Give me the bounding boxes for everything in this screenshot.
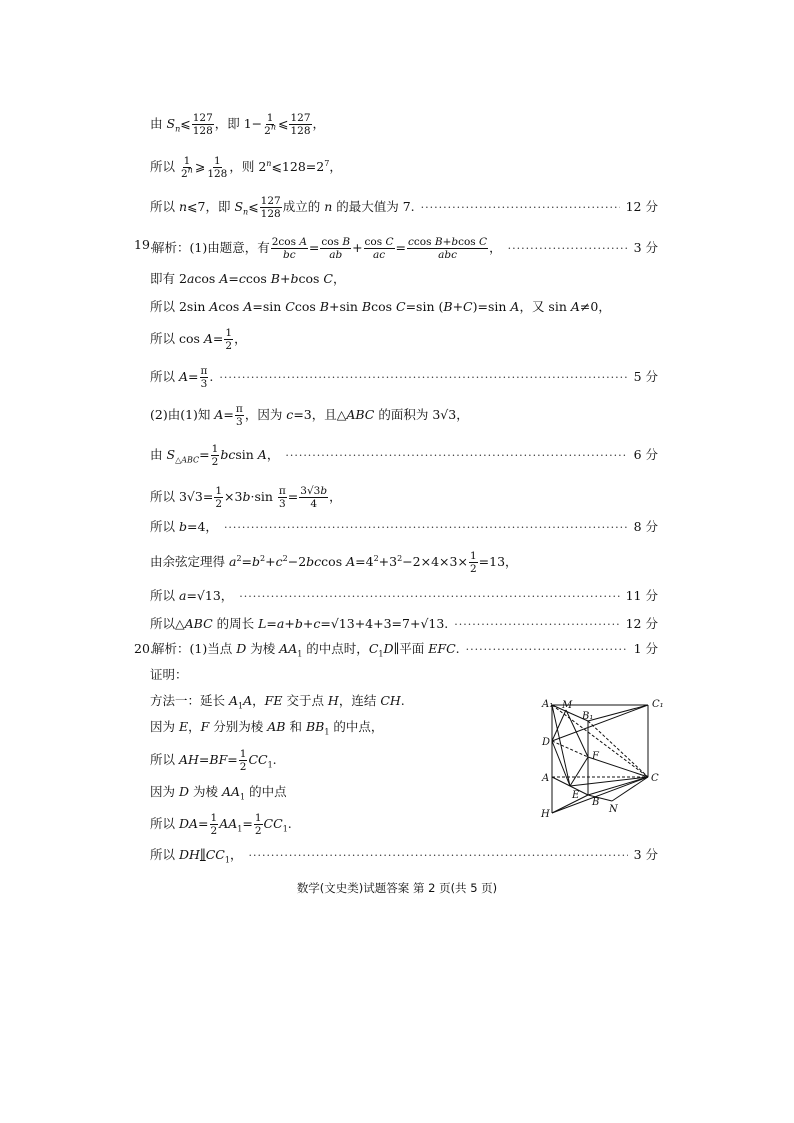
question-number-19: 19. [134,237,154,252]
score-label: 12 分 [625,199,658,214]
line-n-max: 所以 n⩽7，即 $S_n⩽$ $\frac{127}{128}$ 成立的 n 的最大值为 7. ····· 12 分 [150,195,658,220]
label-b: B [592,797,600,808]
label-c1: C₁ [652,699,664,710]
line-part-2: (2)由(1)知 A= $\frac{\pi}{3}$ ，因为 c=3，且△ABC 的面积为 3√3， [150,403,469,428]
leader-dots [421,199,620,217]
line-d-midpoint: 因为 D 为棱 $AA_1$ 的中点 [150,784,287,802]
question-number-20: 20. [134,641,154,656]
line-projection: 即有 2acos A=ccos B+bcos C， [150,271,346,286]
prism-diagram [540,695,670,825]
score-label: 11 分 [625,588,658,603]
leader-dots [508,240,628,258]
score-label: 12 分 [625,616,658,631]
label-b1: B₁ [582,711,594,722]
label-m: M [562,700,573,711]
leader-dots [454,616,619,634]
leader-dots [224,519,628,537]
label-n: N [609,804,618,815]
leader-dots [466,641,628,659]
line-area-formula: 由 $S_{\triangle ABC}=$ $\frac{1}{2}$ bcsin A， ····· 6 分 [150,443,658,468]
score-label: 3 分 [633,847,658,862]
line-q20-start: 解析：(1)当点 D 为棱 $AA_1$ 的中点时，$C_1D\parallel$平面 EFC. ····· 1 分 [152,640,658,659]
line-area-substitute: 所以 3√3= $\frac{1}{2}$ ×3b·sin $\frac{\pi}{3}$ = $\frac{3√3b}{4}$ ， [150,485,342,510]
line-cosine-law: 由余弦定理得 $a^2=b^2+c^2-2bccos$ $A=4^2+3^2-2\times 4\times 3\times$ $\frac{1}{2}$ =13， [150,550,518,575]
line-q19-start: 解析：(1)由题意，有 $\frac{\text{2cos A}}{bc}$ = $\frac{\text{cos B}}{ab}$ + $\frac{\text{cos C}}{ac}$ = $\frac{\text{ccos B+bcos C}}{\text{abc}}$ ， ····· 3 分 [152,236,658,261]
line-proof-label: 证明： [150,667,188,682]
line-angle-a: 所以 A= $\frac{\pi}{3}$ . ····· 5 分 [150,365,658,390]
leader-dots [248,847,627,865]
line-sine-law: 所以 2sin Acos A=sin Ccos B+sin Bcos C=sin (B+C)=sin A，又 sin A≠0， [150,299,611,314]
line-a-value: 所以 a=√13， ····· 11 分 [150,587,658,606]
score-label: 6 分 [633,447,658,462]
line-cos-a: 所以 cos A= $\frac{1}{2}$ ， [150,327,247,352]
line-da: 所以 DA= $\frac{1}{2}$ $AA_1=$ $\frac{1}{2}$ $CC_1$. [150,812,292,837]
label-d: D [542,737,551,748]
line-power-bound: 所以 $\frac{1}{2^n}$ ⩾ $\frac{1}{128}$ ，则 $2^n⩽128=2^7$， [150,155,342,180]
line-perimeter: 所以△ABC 的周长 L=a+b+c=√13+4+3=7+√13. ····· 12 分 [150,615,658,634]
line-ah-bf: 所以 AH=BF= $\frac{1}{2}$ $CC_1$. [150,748,277,773]
line-dh-cc1: 所以 $DH\parallel CC_1$， ····· 3 分 [150,846,658,865]
line-midpoints: 因为 E，F 分别为棱 AB 和 $BB_1$ 的中点， [150,719,384,737]
score-label: 3 分 [633,240,658,255]
label-a: A [542,773,550,784]
label-h: H [541,809,550,820]
prism-figure [540,695,670,825]
line-b-value: 所以 b=4， ····· 8 分 [150,518,658,537]
score-label: 1 分 [633,641,658,656]
leader-dots [239,588,619,606]
label-f: F [592,751,599,762]
leader-dots [219,369,627,387]
leader-dots [285,447,627,465]
line-method-one: 方法一：延长 $A_1A$，FE 交于点 H，连结 CH. [150,693,405,711]
label-c: C [651,773,659,784]
label-e: E [572,790,580,801]
line-sn-bound: 由 $S_n⩽$ $\frac{127}{128}$ ，即 1− $\frac{1}{2^n}$ ⩽ $\frac{127}{128}$ ， [150,112,326,137]
page-footer: 数学(文史类)试题答案 第 2 页(共 5 页) [296,881,498,895]
label-a1: A₁ [542,699,554,710]
score-label: 5 分 [633,369,658,384]
score-label: 8 分 [633,519,658,534]
